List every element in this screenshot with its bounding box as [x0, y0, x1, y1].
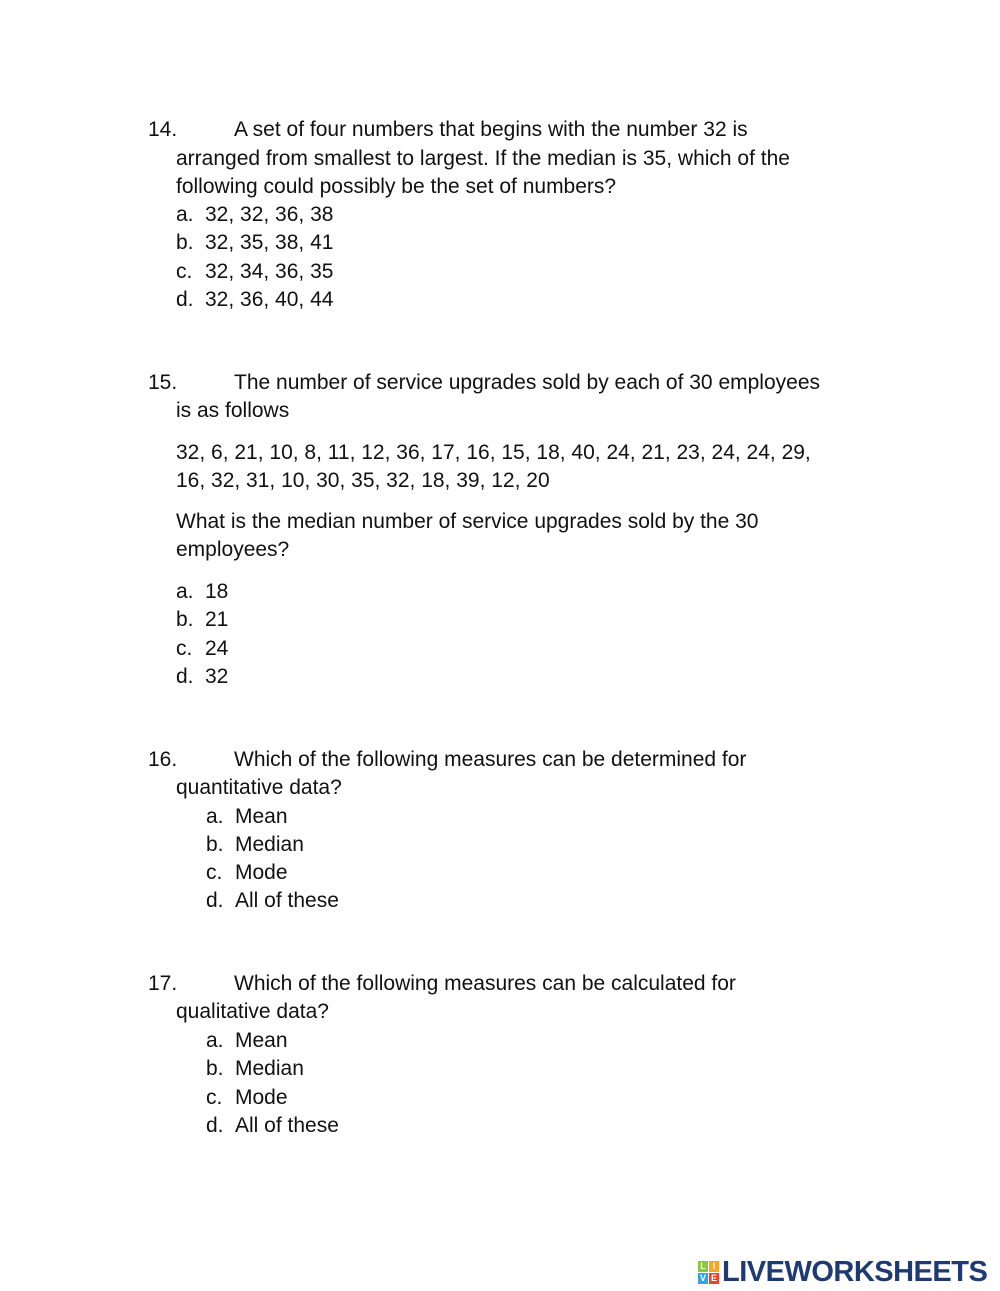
question-number: 15.	[148, 371, 178, 394]
option-b[interactable]: Median	[235, 1057, 304, 1080]
logo-text: LIVEWORKSHEETS	[722, 1256, 988, 1288]
option-c[interactable]: 32, 34, 36, 35	[205, 260, 334, 283]
option-letter: c.	[206, 1086, 223, 1109]
option-b[interactable]: Median	[235, 833, 304, 856]
option-c[interactable]: 24	[205, 637, 229, 660]
question-text: Which of the following measures can be calculated for	[234, 972, 736, 995]
question-prompt: employees?	[176, 538, 290, 561]
option-letter: d.	[206, 889, 224, 912]
option-letter: d.	[176, 665, 194, 688]
option-letter: a.	[176, 203, 194, 226]
option-letter: b.	[206, 1057, 224, 1080]
question-number: 16.	[148, 748, 178, 771]
question-text: quantitative data?	[176, 776, 342, 799]
data-list: 32, 6, 21, 10, 8, 11, 12, 36, 17, 16, 15, 18, 40, 24, 21, 23, 24, 24, 29,	[176, 441, 811, 464]
option-letter: a.	[206, 1029, 224, 1052]
option-letter: c.	[176, 637, 193, 660]
option-d[interactable]: 32, 36, 40, 44	[205, 288, 334, 311]
question-text: arranged from smallest to largest. If the median is 35, which of the	[176, 147, 790, 170]
option-letter: c.	[206, 861, 223, 884]
option-c[interactable]: Mode	[235, 861, 288, 884]
liveworksheets-logo	[698, 1256, 987, 1289]
option-letter: d.	[206, 1114, 224, 1137]
question-number: 17.	[148, 972, 178, 995]
option-b[interactable]: 32, 35, 38, 41	[205, 231, 334, 254]
question-text: The number of service upgrades sold by each of 30 employees	[234, 371, 821, 394]
option-letter: b.	[176, 231, 194, 254]
question-prompt: What is the median number of service upgrades sold by the 30	[176, 510, 759, 533]
option-a[interactable]: 18	[205, 580, 229, 603]
logo-tile: L	[698, 1261, 708, 1272]
option-letter: d.	[176, 288, 194, 311]
question-text: is as follows	[176, 399, 290, 422]
option-a[interactable]: Mean	[235, 1029, 288, 1052]
question-text: following could possibly be the set of numbers?	[176, 175, 617, 198]
option-b[interactable]: 21	[205, 608, 229, 631]
option-letter: a.	[176, 580, 194, 603]
option-letter: b.	[206, 833, 224, 856]
logo-tile: I	[709, 1261, 719, 1272]
option-letter: a.	[206, 805, 224, 828]
question-number: 14.	[148, 118, 178, 141]
option-c[interactable]: Mode	[235, 1086, 288, 1109]
question-text: A set of four numbers that begins with the number 32 is	[234, 118, 748, 141]
question-text: Which of the following measures can be determined for	[234, 748, 747, 771]
option-d[interactable]: 32	[205, 665, 229, 688]
data-list: 16, 32, 31, 10, 30, 35, 32, 18, 39, 12, 20	[176, 469, 550, 492]
option-a[interactable]: 32, 32, 36, 38	[205, 203, 334, 226]
option-d[interactable]: All of these	[235, 1114, 339, 1137]
logo-tile: E	[710, 1273, 717, 1283]
question-text: qualitative data?	[176, 1000, 329, 1023]
option-letter: b.	[176, 608, 194, 631]
option-a[interactable]: Mean	[235, 805, 288, 828]
logo-tiles-icon	[698, 1261, 719, 1284]
option-d[interactable]: All of these	[235, 889, 339, 912]
logo-tile: V	[699, 1273, 706, 1283]
option-letter: c.	[176, 260, 193, 283]
